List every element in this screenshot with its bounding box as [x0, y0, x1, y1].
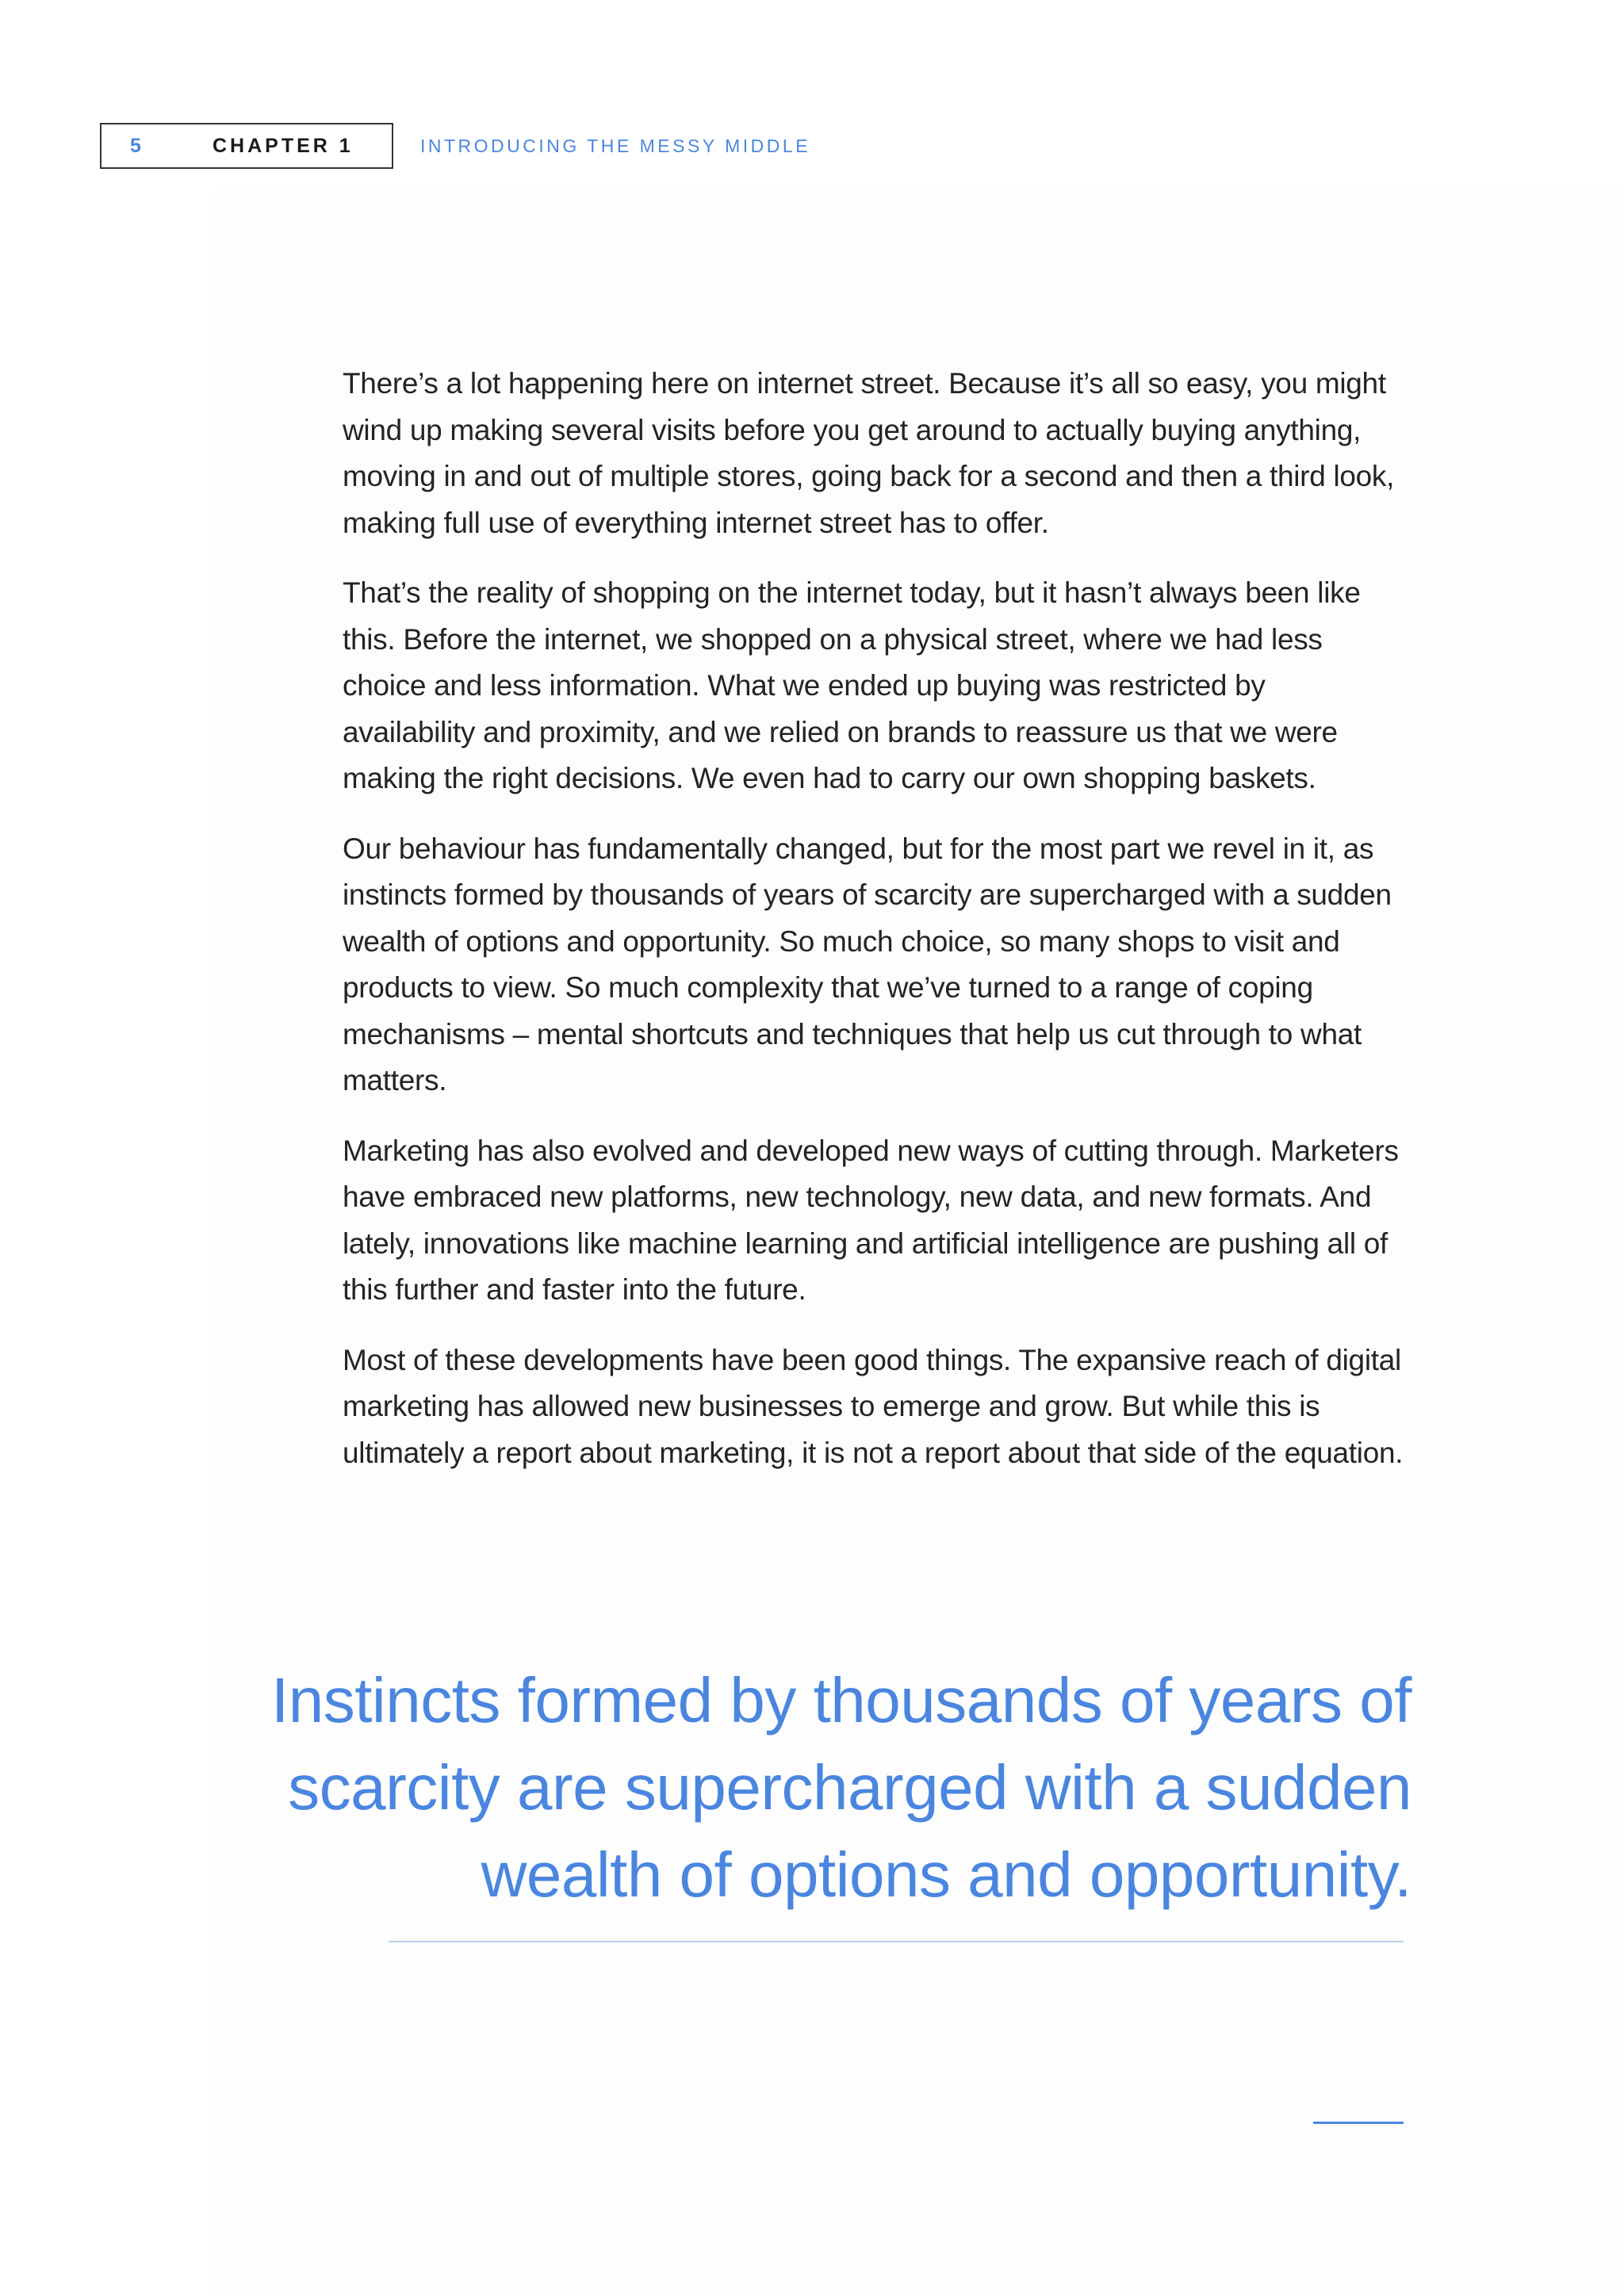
section-title: INTRODUCING THE MESSY MIDDLE — [420, 136, 811, 156]
pull-quote-line: Instincts formed by thousands of years of — [270, 1665, 1411, 1735]
pull-quote-line: wealth of options and opportunity. — [481, 1839, 1411, 1910]
body-paragraph: That’s the reality of shopping on the internet today, but it hasn’t always been like this. Before the internet, we shopped on a physical street, where we had less choice and less information. What we ended up buying was restricted by availability and proximity, and we relied on brands to reassure us that we were making the right decisions. We even had to carry our own shopping baskets. — [343, 576, 1361, 794]
body-paragraph: Marketing has also evolved and developed new ways of cutting through. Marketers have embraced new platforms, new technology, new data, and new formats. And lately, innovations like machine learning and artificial intelligence are pushing all of this further and faster into the future. — [343, 1134, 1399, 1306]
page-number: 5 — [130, 135, 142, 157]
pull-quote-divider — [389, 1941, 1404, 1942]
pull-quote — [159, 1657, 1411, 1919]
body-paragraph: Most of these developments have been good things. The expansive reach of digital marketing has allowed new businesses to emerge and grow. But while this is ultimately a report about marketing, it is not a report about that side of the equation. — [343, 1343, 1404, 1469]
chapter-header-box — [100, 123, 393, 169]
body-paragraph: There’s a lot happening here on internet street. Because it’s all so easy, you might wind up making several visits before you get around to actually buying anything, moving in and out of multiple stores, going back for a second and then a third look, making full use of everything internet street has to offer. — [343, 367, 1395, 539]
pull-quote-line: scarcity are supercharged with a sudden — [288, 1752, 1411, 1823]
corner-accent-rule — [1313, 2122, 1404, 2124]
chapter-label: CHAPTER 1 — [213, 135, 354, 157]
body-text — [343, 361, 1405, 1500]
body-paragraph: Our behaviour has fundamentally changed, but for the most part we revel in it, as instincts formed by thousands of years of scarcity are supercharged with a sudden wealth of options and opportunity. So much choice, so many shops to visit and products to view. So much complexity that we’ve turned to a range of coping mechanisms – mental shortcuts and techniques that help us cut through to what matters. — [343, 832, 1392, 1096]
